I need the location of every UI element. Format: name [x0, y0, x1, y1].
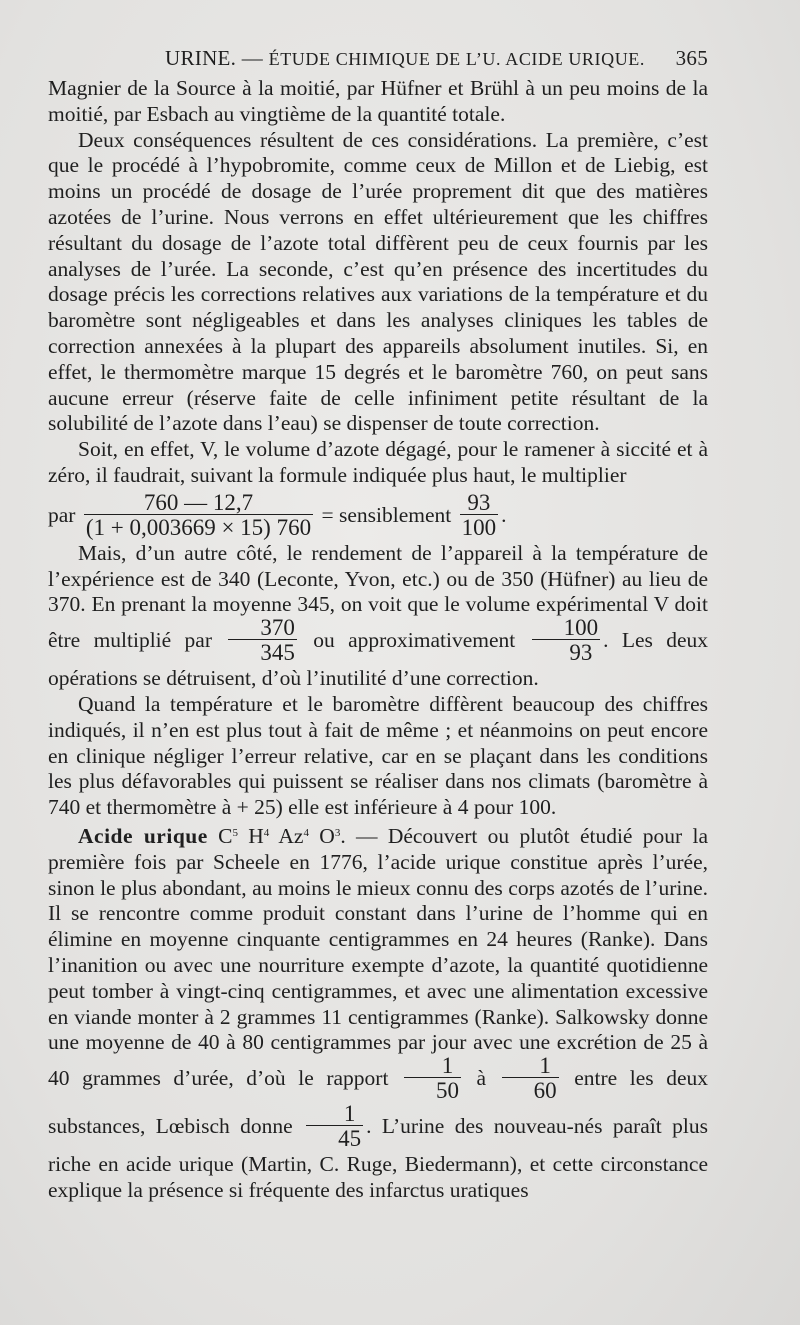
fraction-numerator: 1 [539, 1053, 551, 1079]
paragraph-4-mid: ou approximativement [313, 628, 516, 653]
formula-element: C [218, 823, 233, 848]
paragraph-4-text-b: . Les deux opérations se détruisent, d’où l’inutilité d’une correction. [48, 628, 709, 691]
fraction-numerator: 1 [343, 1101, 356, 1127]
paragraph-3-text: Soit, en effet, V, le volume d’azote dégagé, pour le ramener à siccité et à zéro, il faudrait, suivant la formule indiquée plus haut, le multiplier [48, 437, 708, 487]
fraction-denominator: 345 [228, 639, 297, 664]
fraction-370-345 [228, 616, 297, 664]
formula-element: H [237, 823, 264, 848]
fraction-denominator: 93 [532, 639, 601, 664]
fraction-denominator: (1 + 0,003669 × 15) 760 [85, 514, 312, 540]
fraction-correction [84, 491, 313, 539]
paragraph-2: Deux conséquences résultent de ces considérations. La première, c’est que le procédé à l’hypobromite, comme ceux de Millon et de Liebig, est moins un procédé de dosage de l’urée proprement dit que des matières azotées de l’urine. Nous verrons en effet ultérieurement que les chiffres résultant du dosage de l’azote total diffèrent peu de ceux fournis par les analyses de l’urée. La seconde, c’est qu’en présence des incertitudes du dosage précis les corrections relatives aux variations de la température et du baromètre sont négligeables et dans les analyses cliniques les tables de correction annexées à la plupart des appareils absolument inutiles. Si, en effet, le thermomètre marque 15 degrés et le baromètre 760, on peut sans aucune erreur (réserve faite de celle infiniment petite résultant de la solubilité de l’azote dans l’eau) se dispenser de toute correction. [48, 127, 708, 436]
section-heading-acide-urique: Acide urique [78, 823, 208, 848]
fraction-numerator: 93 [467, 489, 491, 515]
fraction-1-45 [306, 1102, 363, 1150]
fraction-numerator: 1 [441, 1053, 454, 1079]
formula-element: O [308, 823, 335, 848]
formula-subscript: 4 [303, 826, 309, 839]
paragraph-4-text-a: Mais, d’un autre côté, le rendement de l’appareil à la température de l’expérience est de 340 (Leconte, Yvon, etc.) ou de 350 (Hüfner) au lieu de 370. En prenant la moyenne 345, on voit que le volume expérimental V doit être multiplié par [48, 540, 708, 653]
formula-line-1 [48, 489, 708, 541]
header-title [165, 46, 645, 71]
formula-element: Az [269, 823, 304, 848]
paragraph-1: Magnier de la Source à la moitié, par Hüfner et Brühl à un peu moins de la moitié, par Esbach au vingtième de la quantité totale. [48, 76, 708, 126]
formula-end: . [501, 502, 507, 527]
running-header [48, 46, 708, 78]
fraction-93-100 [460, 491, 499, 539]
fraction-1-50 [404, 1054, 461, 1102]
chemical-formula [218, 824, 340, 848]
paragraph-6 [48, 821, 708, 1204]
paragraph-3 [48, 437, 708, 489]
paragraph-6-text-b: entre les deux substances, Lœbisch donne [48, 1066, 708, 1139]
paragraph-6-a: à [476, 1066, 487, 1091]
formula-subscript: 3 [334, 826, 341, 839]
fraction-100-93 [532, 616, 601, 664]
formula-par-label: par [48, 502, 76, 527]
paragraph-5: Quand la température et le baromètre diffèrent beaucoup des chiffres indiqués, il n’en est plus tout à fait de même ; et néanmoins on peut encore en clinique négliger l’erreur relative, car en se plaçant dans les conditions les plus défavorables qui puissent se réaliser dans nos climats (baromètre à 740 et thermomètre à + 25) elle est inférieure à 4 pour 100. [48, 691, 708, 820]
fraction-denominator: 60 [502, 1077, 559, 1102]
body-text [48, 76, 708, 1204]
fraction-numerator: 760 — 12,7 [143, 489, 254, 515]
paragraph-4 [48, 541, 708, 692]
fraction-numerator: 370 [260, 615, 295, 641]
formula-equals-text: = sensiblement [321, 502, 452, 527]
fraction-numerator: 100 [563, 615, 599, 641]
formula-subscript: 4 [263, 826, 270, 839]
header-title-subtitle: ÉTUDE CHIMIQUE DE L’U. ACIDE URIQUE. [268, 49, 646, 69]
fraction-denominator: 50 [404, 1077, 461, 1102]
paragraph-6-text-a: . — Découvert ou plutôt étudié pour la première fois par Scheele en 1776, l’acide urique constitue après l’urée, sinon le plus abondant, au moins le mieux connu des corps azotés de l’urine. Il se rencontre comme produit constant dans l’urine de l’homme qui en élimine en moyenne cinquante centigrammes en 24 heures (Ranke). Dans l’inanition ou avec une nourriture exempte d’azote, la quantité quotidienne peut tomber à vingt-cinq centigrammes, et avec une alimentation excessive en viande monter à 2 grammes 11 centigrammes (Ranke). Salkowsky donne une moyenne de 40 à 80 centigrammes par jour avec une excrétion de 25 à 40 grammes d’urée, d’où le rapport [48, 823, 709, 1091]
fraction-1-60 [502, 1054, 559, 1102]
paragraph-6-text-c: . L’urine des nouveau-nés paraît plus riche en acide urique (Martin, C. Ruge, Biedermann), et cette circonstance explique la présence si fréquente des infarctus uratiques [48, 1114, 709, 1202]
fraction-denominator: 100 [461, 514, 497, 540]
formula-subscript: 5 [232, 826, 238, 839]
header-title-main: URINE. — [165, 46, 269, 70]
fraction-denominator: 45 [306, 1125, 363, 1150]
page-number: 365 [675, 46, 708, 70]
